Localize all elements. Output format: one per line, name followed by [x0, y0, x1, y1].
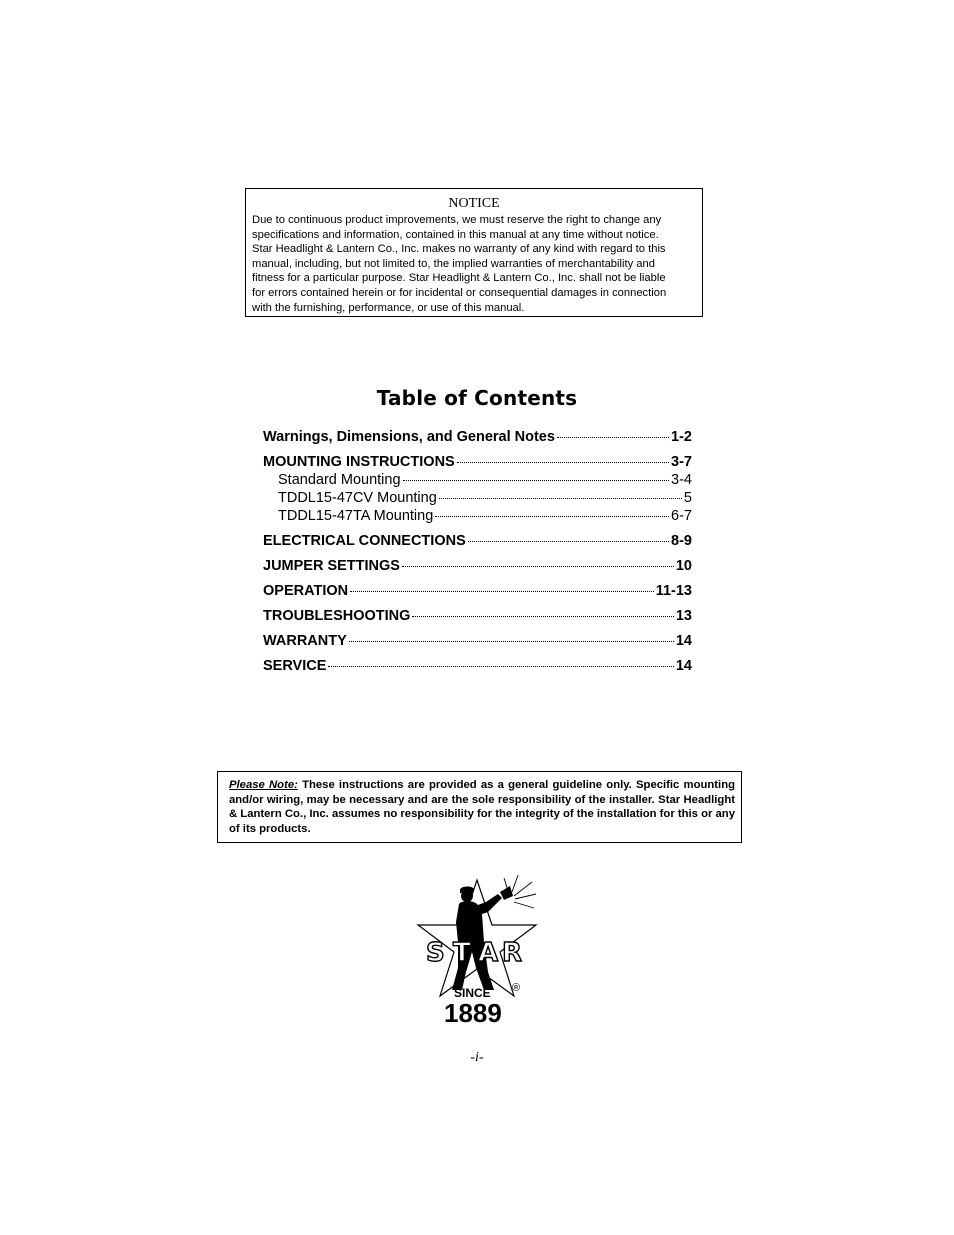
logo-letter: A	[478, 938, 499, 968]
toc-entry-jumper-settings[interactable]	[263, 557, 692, 575]
toc-entry-page: 8-9	[671, 533, 692, 549]
notice-line: specifications and information, contained in this manual at any time without notice.	[252, 228, 659, 241]
toc-entry-page: 14	[675, 658, 692, 674]
dot-leader	[349, 641, 674, 642]
toc-entry-label: JUMPER SETTINGS	[263, 558, 400, 574]
logo-letter: T	[453, 938, 471, 968]
toc-entry-mounting-instructions[interactable]	[263, 453, 692, 471]
toc-entry-page: 1-2	[671, 429, 692, 445]
logo-year: 1889	[444, 998, 502, 1028]
logo-letter: S	[426, 938, 445, 968]
please-note-text: These instructions are provided as a general guideline only. Specific mounting and/or wiring, may be necessary and are the sole responsibility of the installer. Star Headlight & Lantern Co., Inc. assumes no responsibility for the integrity of the installation for this or any of its products.	[229, 779, 735, 835]
please-note-label: Please Note:	[229, 779, 298, 791]
toc-entry-label: OPERATION	[263, 583, 349, 599]
dot-leader	[439, 498, 682, 499]
please-note-box	[217, 771, 742, 843]
toc-entry-page: 11-13	[655, 583, 692, 599]
toc-entry-label: SERVICE	[263, 658, 327, 674]
logo-since: SINCE	[454, 986, 491, 1000]
notice-line: for errors contained herein or for incidental or consequential damages in connection	[252, 286, 667, 299]
toc-entry-label: Standard Mounting	[278, 472, 401, 488]
notice-line: Due to continuous product improvements, we must reserve the right to change any	[252, 214, 662, 226]
toc-entry-page: 3-7	[671, 454, 692, 470]
notice-line: manual, including, but not limited to, the implied warranties of merchantability and	[252, 257, 655, 270]
notice-line: fitness for a particular purpose. Star Headlight & Lantern Co., Inc. shall not be liable	[252, 272, 666, 285]
toc-entry-standard-mounting[interactable]	[263, 471, 692, 489]
toc-entry-page: 5	[683, 490, 692, 506]
toc-entry-warranty[interactable]	[263, 632, 692, 650]
toc-entry-page: 3-4	[671, 472, 692, 488]
toc-entry-page: 14	[675, 633, 692, 649]
dot-leader	[403, 480, 670, 481]
toc-entry-label: TROUBLESHOOTING	[263, 608, 411, 624]
toc-entry-troubleshooting[interactable]	[263, 607, 692, 625]
toc-entry-cv-mounting[interactable]	[263, 489, 692, 507]
star-lantern-logo	[414, 872, 544, 1032]
registered-icon: ®	[512, 982, 521, 994]
toc-entry-page: 10	[675, 558, 692, 574]
toc-entry-label: TDDL15-47CV Mounting	[278, 490, 437, 506]
notice-title: NOTICE	[448, 196, 500, 211]
dot-leader	[457, 462, 669, 463]
page-number: -i-	[470, 1050, 484, 1065]
toc-entry-label: WARRANTY	[263, 633, 347, 649]
dot-leader	[557, 437, 669, 438]
table-of-contents	[263, 428, 692, 675]
notice-box	[245, 188, 703, 317]
toc-title: Table of Contents	[376, 386, 578, 410]
toc-entry-ta-mounting[interactable]	[263, 507, 692, 525]
dot-leader	[328, 666, 673, 667]
toc-entry-operation[interactable]	[263, 582, 692, 600]
logo-letter: R	[502, 938, 523, 968]
toc-entry-label: Warnings, Dimensions, and General Notes	[263, 429, 555, 445]
dot-leader	[350, 591, 654, 592]
toc-entry-label: MOUNTING INSTRUCTIONS	[263, 454, 455, 470]
toc-entry-page: 6-7	[671, 508, 692, 524]
toc-entry-warnings[interactable]	[263, 428, 692, 446]
dot-leader	[468, 541, 669, 542]
toc-entry-service[interactable]	[263, 657, 692, 675]
toc-entry-electrical-connections[interactable]	[263, 532, 692, 550]
notice-line: with the furnishing, performance, or use of this manual.	[252, 301, 525, 314]
toc-entry-label: TDDL15-47TA Mounting	[278, 508, 434, 524]
dot-leader	[402, 566, 674, 567]
notice-line: Star Headlight & Lantern Co., Inc. makes no warranty of any kind with regard to this	[252, 243, 666, 256]
dot-leader	[435, 516, 669, 517]
notice-text	[252, 213, 696, 315]
dot-leader	[412, 616, 673, 617]
toc-entry-page: 13	[675, 608, 692, 624]
toc-entry-label: ELECTRICAL CONNECTIONS	[263, 533, 466, 549]
